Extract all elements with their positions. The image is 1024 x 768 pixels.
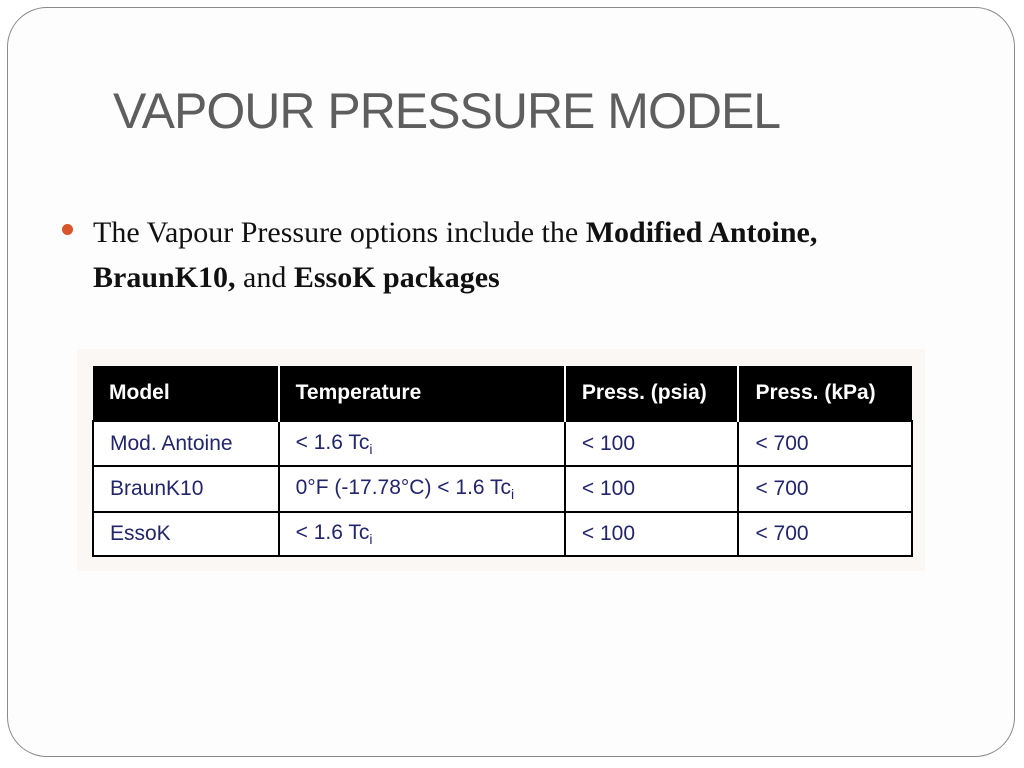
table-header-row bbox=[93, 366, 912, 421]
header-temperature: Temperature bbox=[279, 366, 565, 421]
bullet-bold-modified-antoine: Modified Antoine, bbox=[585, 216, 818, 249]
table-row bbox=[93, 512, 912, 556]
cell-temperature-subscript: i bbox=[369, 531, 373, 547]
slide-title: VAPOUR PRESSURE MODEL bbox=[113, 83, 781, 139]
header-model: Model bbox=[93, 366, 279, 421]
bullet-text-lead: The Vapour Pressure options include the bbox=[93, 216, 586, 249]
cell-temperature-text: < 1.6 Tc bbox=[295, 430, 370, 454]
cell-press-kpa: < 700 bbox=[738, 466, 912, 512]
table-image-area bbox=[77, 349, 925, 571]
header-press-kpa: Press. (kPa) bbox=[738, 366, 912, 421]
vapour-pressure-table bbox=[92, 366, 913, 557]
cell-temperature-text: 0°F (-17.78°C) < 1.6 Tc bbox=[295, 476, 512, 499]
bullet-text bbox=[93, 210, 953, 300]
cell-temperature bbox=[279, 421, 565, 466]
cell-press-kpa: < 700 bbox=[738, 421, 912, 466]
cell-temperature-subscript: i bbox=[369, 440, 373, 457]
bullet-dot-icon bbox=[62, 224, 73, 235]
cell-press-kpa: < 700 bbox=[738, 512, 912, 556]
header-press-psia: Press. (psia) bbox=[565, 366, 739, 421]
cell-temperature-text: < 1.6 Tc bbox=[295, 521, 370, 544]
cell-press-psia: < 100 bbox=[565, 512, 739, 556]
bullet-bold-essok: EssoK packages bbox=[293, 261, 500, 294]
cell-temperature bbox=[279, 466, 565, 512]
cell-press-psia: < 100 bbox=[565, 421, 739, 466]
cell-model: Mod. Antoine bbox=[93, 421, 279, 466]
cell-temperature bbox=[279, 512, 565, 556]
table-row bbox=[93, 466, 912, 512]
bullet-bold-braunk10: BraunK10, bbox=[93, 261, 236, 294]
cell-model: EssoK bbox=[93, 512, 279, 556]
table-row bbox=[93, 421, 912, 466]
cell-temperature-subscript: i bbox=[511, 486, 515, 502]
cell-press-psia: < 100 bbox=[565, 466, 739, 512]
cell-model: BraunK10 bbox=[93, 466, 279, 512]
bullet-text-mid: and bbox=[235, 261, 294, 294]
